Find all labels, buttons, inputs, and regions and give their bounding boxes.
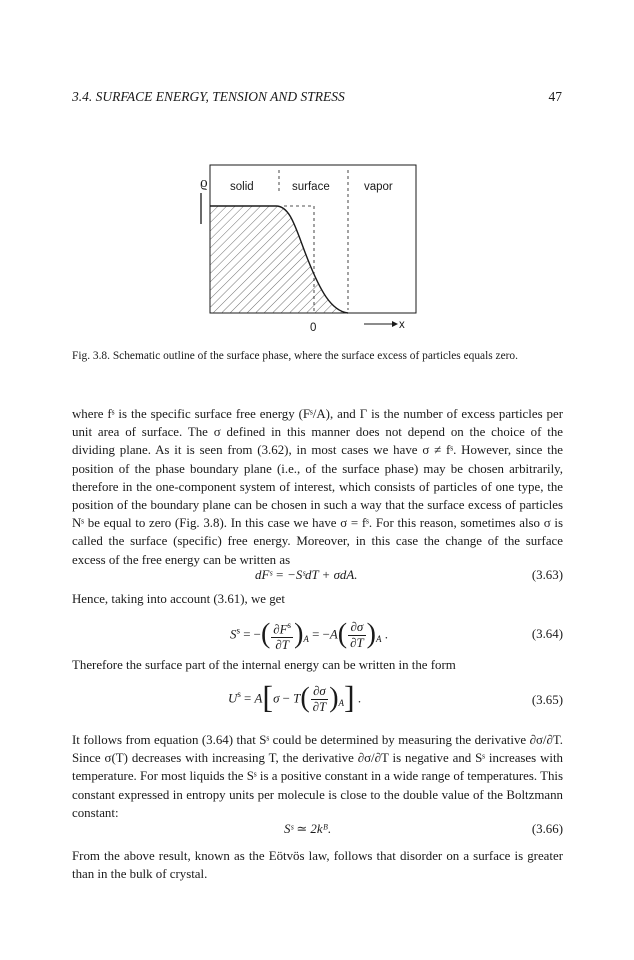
paragraph-1: where fˢ is the specific surface free energy (Fˢ/A), and Γ is the number of excess particles per unit area of surface. The σ defined in this manner does not depend on the choice of the dividing plane. As it is seen from (3.62), in most cases we have σ ≠ fˢ. However, since the position of the phase boundary plane (i.e., of the surface phase) may be chosen arbitrarily, therefore in the one-component system of interest, which consists of particles of one type, the position of the boundary plane can be chosen in such a way that the surface excess of particles Nˢ be equal to zero (Fig. 3.8). In this case we have σ = fˢ. For this reason, sometimes also σ is called the surface (specific) free energy. Moreover, in this case the change of the surface excess of the free energy can be written as: [72, 407, 563, 567]
equation-3-65-body: $U^s = A[\sigma - T$( $\frac{\partial\sigma}{\partial T}$ )$_A$] .: [228, 678, 362, 715]
figure-caption: Fig. 3.8. Schematic outline of the surface phase, where the surface excess of particles equals zero.: [72, 350, 518, 362]
section-title: 3.4. SURFACE ENERGY, TENSION AND STRESS: [72, 89, 345, 104]
equation-3-66-number: (3.66): [531, 822, 563, 836]
equation-3-64: [72, 614, 563, 656]
equation-3-63-number: (3.63): [531, 568, 563, 582]
paragraph-4: It follows from equation (3.64) that Sˢ could be determined by measuring the derivative ∂σ/∂T. Since σ(T) decreases with increasing T, the derivative ∂σ/∂T is negative and Sˢ increases with temperature. For most liquids the Sˢ is a positive constant in a wide range of temperatures. This constant expressed in entropy units per molecule is close to the double value of the Boltzmann constant:: [72, 733, 563, 820]
page-number: 47: [548, 89, 562, 104]
origin-label: 0: [310, 322, 317, 334]
region-label-solid: solid: [230, 181, 254, 193]
equation-3-64-number: (3.64): [531, 627, 563, 641]
running-header: [72, 89, 562, 107]
equation-3-65-number: (3.65): [531, 693, 563, 707]
equation-3-66: [72, 822, 563, 840]
equation-3-63: [72, 568, 563, 586]
figure-3-8: [196, 160, 426, 336]
x-axis-label: x: [399, 319, 405, 331]
x-axis-arrowhead: [392, 321, 398, 327]
paragraph-3: Therefore the surface part of the internal energy can be written in the form: [72, 658, 456, 672]
equation-3-65: [72, 680, 563, 724]
equation-3-64-body: $S^s$ = −( $\frac{\partial F^s}{\partial T}$ )$_A = -A$( $\frac{\partial\sigma}{\partial T}$ )$_A$ .: [230, 618, 388, 653]
region-label-vapor: vapor: [364, 181, 393, 193]
paragraph-2: Hence, taking into account (3.61), we get: [72, 592, 285, 606]
paragraph-5: From the above result, known as the Eötvös law, follows that disorder on a surface is greater than in the bulk of crystal.: [72, 849, 563, 882]
equation-3-63-body: dFˢ = −SˢdT + σdA.: [255, 568, 358, 582]
y-axis-label: ϱ: [200, 175, 208, 191]
region-label-surface: surface: [292, 181, 330, 193]
equation-3-66-body: Sˢ ≃ 2kᴮ.: [284, 822, 332, 836]
surface-phase-diagram: [196, 160, 426, 336]
solid-hatch: [210, 206, 350, 314]
